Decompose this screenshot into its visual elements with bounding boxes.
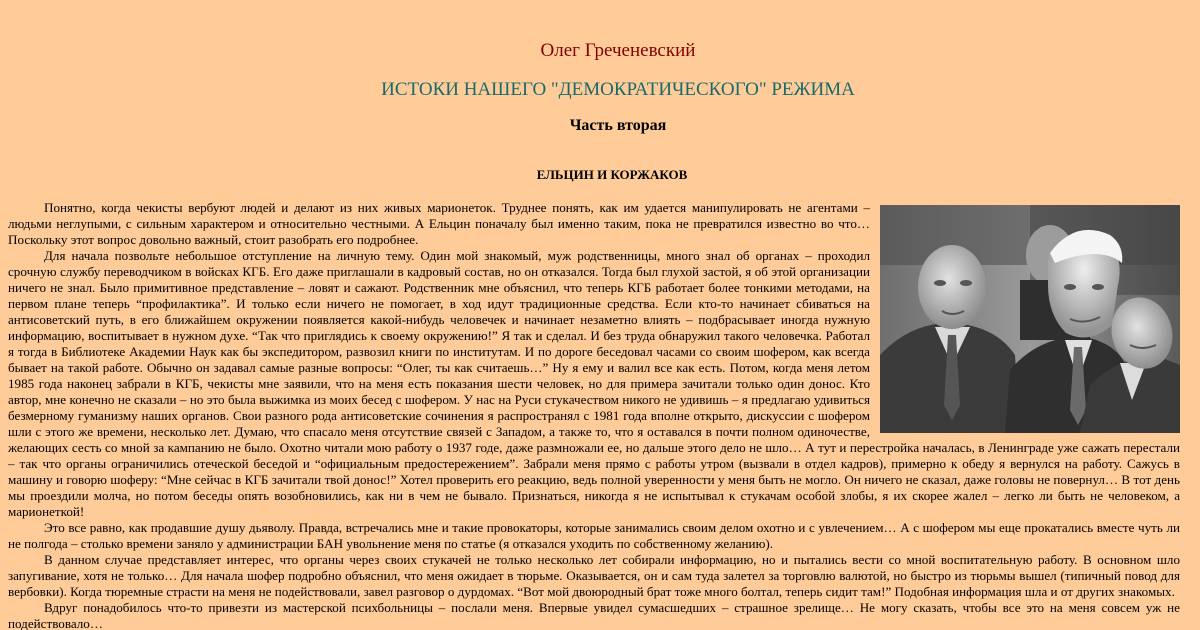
- paragraph: Вдруг понадобилось что-то привезти из мастерской психбольницы – послали меня. Впервые увидел сумасшедших – страшное зрелище… Не могу сказать, чтобы все это на меня совсем уж не подействовало…: [8, 600, 1180, 630]
- author-name: Олег Греченевский: [540, 40, 696, 61]
- paragraph: В данном случае представляет интерес, что органы через своих стукачей не только несколько лет собирали информацию, но и пытались вести со мной воспитательную работу. В основном шло запугивание, хотя не только… Для начала шофер подробно объяснил, что меня ожидает в тюрьме. Оказывается, он и сам туда залетел за торговлю валютой, но быстро из тюрьмы вышел (типичный повод для вербовки). Когда тюремные страсти на меня не подействовали, завел разговор о дурдомах. “Вот мой двоюродный брат тоже много болтал, теперь сидит там!” Подобная информация шла и от других знакомых.: [8, 552, 1180, 599]
- paragraph: Для начала позвольте небольшое отступление на личную тему. Один мой знакомый, муж родственницы, много знал об органах – проходил срочную службу переводчиком в войсках КГБ. Его даже приглашали в кадровый состав, но он отказался. Тогда был глухой застой, я об этой организации ничего не знал. Было примитивное представление – ловят и сажают. Родственник мне объяснил, что теперь КГБ работает более тонкими методами, на первом плане теперь “профилактика”. И только если ничего не помогает, в ход идут традиционные средства. Если кто-то начинает сбиваться на антисоветский путь, в его ближайшем окружении появляется какой-нибудь человечек и начинает незаметно влиять – подбрасывает иногда нужную информацию, воспитывает в нужном духе. “Так что приглядись к своему окружению!” Я так и сделал. И без труда обнаружил такого человечка. Работал я тогда в Библиотеке Академии Наук как бы экспедитором, развозил книги по институтам. И по дороге беседовал часами со своим шофером, как всегда бывает на такой работе. Обычно он задавал самые разные вопросы: “Олег, ты как считаешь…” Ну я ему и валил все как есть. Потом, когда меня летом 1985 года наконец забрали в КГБ, чекисты мне заявили, что на меня есть показания шести человек, но для примера зачитали только один донос. Кто автор, мне конечно не сказали – но это была выжимка из моих бесед с шофером. У нас на Руси стукачеством никого не удивишь – я предлагаю удивиться безмерному гуманизму наших органов. Свои разного рода антисоветские сочинения я распространял с 1981 года вполне открыто, дискуссии с шофером шли с этого же времени, несколько лет. Думаю, что спасало меня отсутствие связей с Западом, а также то, что я оставался в почти полном одиночестве, желающих сесть со мной за кампанию не было. Охотно читали мою работу о 1937 годе, даже размножали ее, но дальше этого дело не шло… А тут и перестройка началась, в Ленинграде уже сажать перестали – так что органы ограничились отеческой беседой и “официальным предостережением”. Забрали меня прямо с работы утром (вызвали в отдел кадров), примерно к обеду я вернулся на работу. Сажусь в машину и говорю шоферу: “Мне сейчас в КГБ зачитали твой донос!” Хотел проверить его реакцию, ведь полной уверенности у меня быть не могло. Он ничего не сказал, даже головы не повернул… В тот день мы проездили молча, но потом беседы опять возобновились, как ни в чем не бывало. Признаться, никогда я не испытывал к стукачам особой злобы, я их скорее жалел – легко ли быть не человеком, а марионеткой!: [8, 248, 1180, 519]
- paragraph: Понятно, когда чекисты вербуют людей и делают из них живых марионеток. Труднее понять, как им удается манипулировать не агентами – людьми неглупыми, с сильным характером и относительно честными. А Ельцин поначалу был именно таким, пока не превратился известно во что… Поскольку этот вопрос довольно важный, стоит разобрать его подробнее.: [8, 200, 870, 247]
- chapter-heading: ЕЛЬЦИН И КОРЖАКОВ: [536, 167, 688, 182]
- article-body: [8, 200, 1180, 630]
- paragraph: Это все равно, как продавшие душу дьяволу. Правда, встречались мне и такие провокаторы, которые занимались своим делом охотно и с увлечением… А с шофером мы еще прокатались вместе чуть ли не полгода – столько времени заняло у администрации БАН увольнение меня по статье (я отказался уходить по собственному желанию).: [8, 520, 1180, 551]
- part-heading: Часть вторая: [569, 117, 667, 134]
- photo-yeltsin-korzhakov: [880, 205, 1180, 433]
- article-title: ИСТОКИ НАШЕГО "ДЕМОКРАТИЧЕСКОГО" РЕЖИМА: [381, 79, 855, 100]
